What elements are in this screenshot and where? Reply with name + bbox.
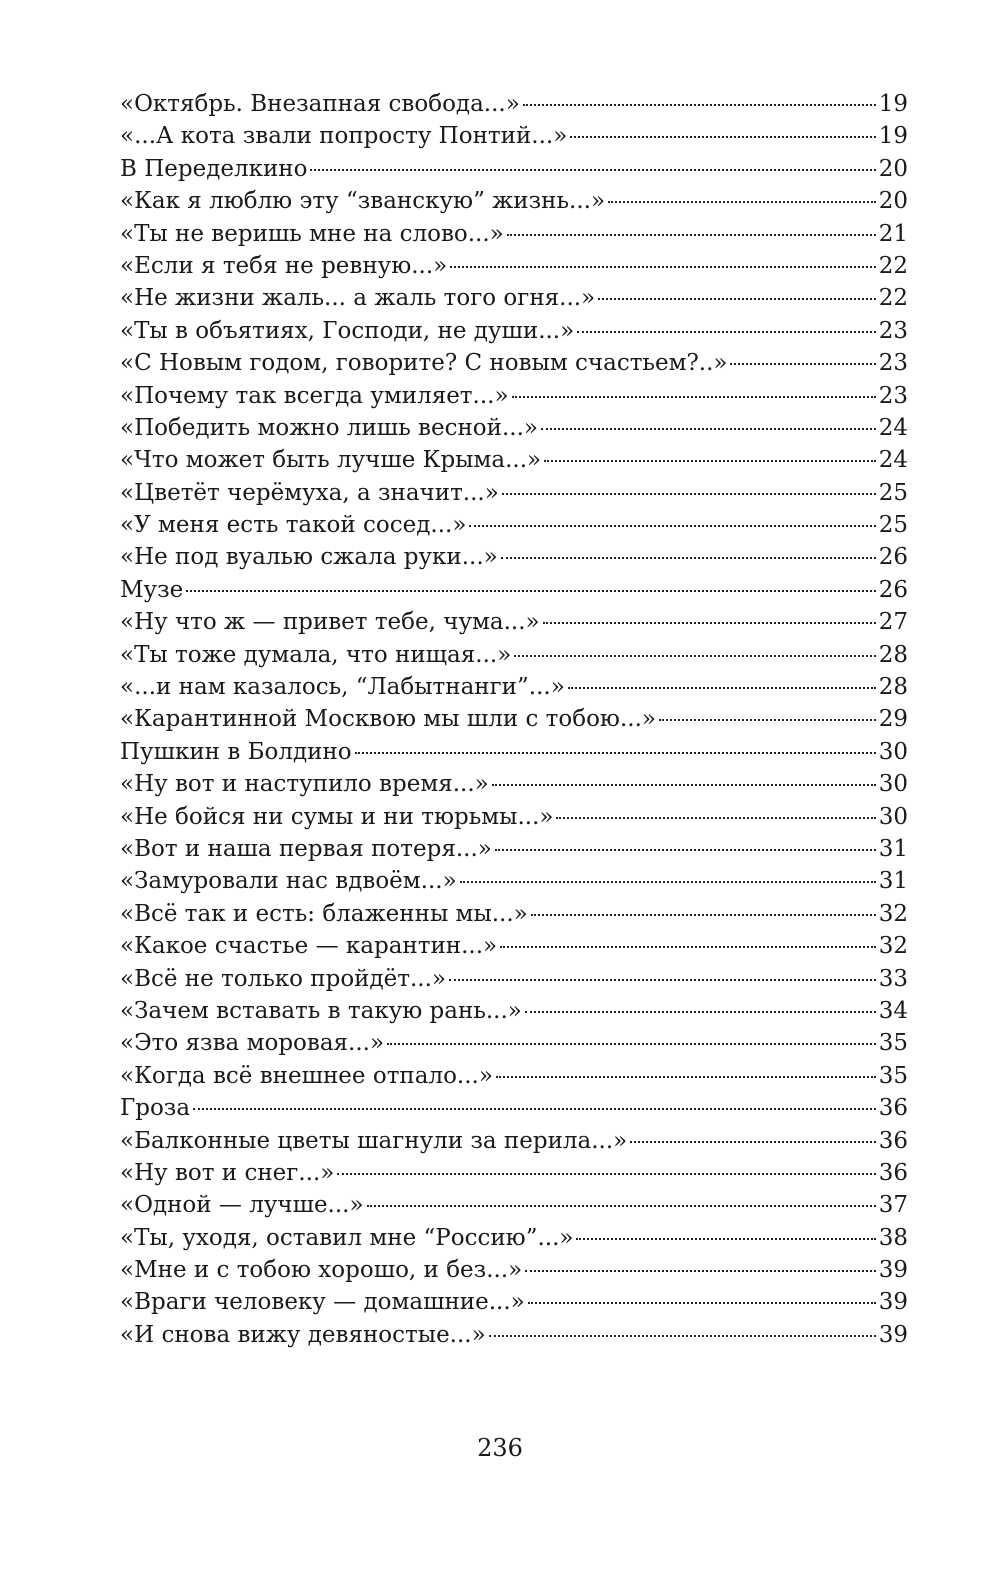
toc-entry-page: 20 bbox=[878, 188, 908, 215]
toc-entry-title: «Не под вуалью сжала руки...» bbox=[120, 544, 498, 571]
toc-entry-page: 23 bbox=[878, 317, 908, 344]
toc-entry bbox=[120, 898, 908, 930]
page-number: 236 bbox=[477, 1434, 523, 1462]
toc-entry-title: «Балконные цветы шагнули за перила...» bbox=[120, 1127, 628, 1154]
toc-entry-title: «Что может быть лучше Крыма...» bbox=[120, 447, 542, 474]
toc-entry-page: 30 bbox=[878, 771, 908, 798]
toc-dot-leader bbox=[310, 169, 875, 171]
toc-entry bbox=[120, 185, 908, 217]
toc-entry bbox=[120, 250, 908, 282]
toc-entry-title: «Замуровали нас вдвоём...» bbox=[120, 868, 457, 895]
toc-entry-page: 28 bbox=[878, 641, 908, 668]
toc-dot-leader bbox=[523, 104, 876, 106]
toc-entry bbox=[120, 930, 908, 962]
toc-entry bbox=[120, 1189, 908, 1221]
toc-entry bbox=[120, 218, 908, 250]
toc-entry-title: «Зачем вставать в такую рань...» bbox=[120, 997, 522, 1024]
toc-dot-leader bbox=[507, 234, 876, 236]
toc-entry-page: 19 bbox=[878, 123, 908, 150]
toc-entry-title: «Это язва моровая...» bbox=[120, 1030, 385, 1057]
toc-dot-leader bbox=[367, 1205, 876, 1207]
toc-entry bbox=[120, 1254, 908, 1286]
toc-entry-page: 33 bbox=[878, 965, 908, 992]
toc-dot-leader bbox=[598, 298, 876, 300]
toc-entry-page: 37 bbox=[878, 1192, 908, 1219]
toc-entry-page: 31 bbox=[878, 868, 908, 895]
toc-entry-title: «И снова вижу девяностые...» bbox=[120, 1321, 486, 1348]
toc-dot-leader bbox=[544, 460, 876, 462]
toc-entry-title: «Цветёт черёмуха, а значит...» bbox=[120, 479, 499, 506]
toc-entry-page: 36 bbox=[878, 1095, 908, 1122]
toc-dot-leader bbox=[570, 136, 875, 138]
toc-dot-leader bbox=[525, 1270, 876, 1272]
toc-entry bbox=[120, 1060, 908, 1092]
toc-entry-title: «Мне и с тобою хорошо, и без...» bbox=[120, 1257, 523, 1284]
toc-entry bbox=[120, 606, 908, 638]
toc-entry-page: 30 bbox=[878, 803, 908, 830]
toc-entry-page: 35 bbox=[878, 1062, 908, 1089]
toc-entry bbox=[120, 865, 908, 897]
toc-entry bbox=[120, 963, 908, 995]
toc-entry bbox=[120, 995, 908, 1027]
toc-dot-leader bbox=[500, 946, 876, 948]
toc-dot-leader bbox=[496, 1076, 876, 1078]
toc-entry-page: 36 bbox=[878, 1127, 908, 1154]
toc-dot-leader bbox=[186, 590, 875, 592]
toc-entry-page: 21 bbox=[878, 220, 908, 247]
toc-dot-leader bbox=[528, 1302, 876, 1304]
toc-entry-page: 39 bbox=[878, 1321, 908, 1348]
toc-dot-leader bbox=[577, 331, 876, 333]
toc-entry-page: 36 bbox=[878, 1159, 908, 1186]
toc-entry-title: «...и нам казалось, “Лабытнанги”...» bbox=[120, 674, 565, 701]
toc-entry-title: «Ну что ж — привет тебе, чума...» bbox=[120, 609, 540, 636]
toc-dot-leader bbox=[492, 784, 876, 786]
toc-dot-leader bbox=[531, 914, 876, 916]
toc-entry-page: 24 bbox=[878, 447, 908, 474]
toc-entry bbox=[120, 1092, 908, 1124]
toc-entry bbox=[120, 412, 908, 444]
toc-entry-page: 32 bbox=[878, 933, 908, 960]
toc-entry bbox=[120, 509, 908, 541]
toc-dot-leader bbox=[469, 525, 875, 527]
toc-dot-leader bbox=[449, 979, 876, 981]
toc-entry-title: «Одной — лучше...» bbox=[120, 1192, 364, 1219]
toc-entry bbox=[120, 768, 908, 800]
toc-entry-title: Гроза bbox=[120, 1095, 191, 1122]
toc-entry-page: 25 bbox=[878, 479, 908, 506]
toc-entry-page: 38 bbox=[878, 1224, 908, 1251]
toc-entry bbox=[120, 1286, 908, 1318]
toc-entry-page: 35 bbox=[878, 1030, 908, 1057]
table-of-contents bbox=[120, 88, 908, 1351]
toc-dot-leader bbox=[501, 557, 876, 559]
toc-dot-leader bbox=[460, 881, 876, 883]
toc-entry-title: Пушкин в Болдино bbox=[120, 738, 352, 765]
toc-entry bbox=[120, 120, 908, 152]
toc-entry-title: «Ты тоже думала, что нищая...» bbox=[120, 641, 512, 668]
toc-entry-title: «Вот и наша первая потеря...» bbox=[120, 835, 492, 862]
toc-dot-leader bbox=[630, 1141, 875, 1143]
toc-entry-title: «Ну вот и снег...» bbox=[120, 1159, 335, 1186]
toc-entry bbox=[120, 671, 908, 703]
toc-entry bbox=[120, 315, 908, 347]
toc-entry-title: «Не бойся ни сумы и ни тюрьмы...» bbox=[120, 803, 554, 830]
toc-entry-title: «Не жизни жаль... а жаль того огня...» bbox=[120, 285, 596, 312]
toc-entry-title: «Какое счастье — карантин...» bbox=[120, 933, 498, 960]
toc-entry-title: «Ну вот и наступило время...» bbox=[120, 771, 489, 798]
toc-entry bbox=[120, 736, 908, 768]
toc-entry-title: «У меня есть такой сосед...» bbox=[120, 512, 467, 539]
toc-dot-leader bbox=[730, 363, 875, 365]
toc-entry bbox=[120, 1125, 908, 1157]
toc-entry-title: Музе bbox=[120, 576, 184, 603]
toc-dot-leader bbox=[541, 428, 876, 430]
toc-dot-leader bbox=[450, 266, 875, 268]
toc-entry bbox=[120, 1027, 908, 1059]
toc-entry-title: «Всё не только пройдёт...» bbox=[120, 965, 446, 992]
toc-entry-title: «Ты не веришь мне на слово...» bbox=[120, 220, 504, 247]
toc-entry bbox=[120, 444, 908, 476]
toc-entry-title: «Карантинной Москвою мы шли с тобою...» bbox=[120, 706, 656, 733]
toc-entry bbox=[120, 282, 908, 314]
toc-entry-page: 20 bbox=[878, 155, 908, 182]
toc-entry-page: 30 bbox=[878, 738, 908, 765]
toc-entry-page: 25 bbox=[878, 512, 908, 539]
toc-entry-title: «Враги человеку — домашние...» bbox=[120, 1289, 525, 1316]
toc-entry-page: 27 bbox=[878, 609, 908, 636]
toc-dot-leader bbox=[355, 752, 876, 754]
toc-entry-page: 22 bbox=[878, 285, 908, 312]
toc-entry bbox=[120, 153, 908, 185]
toc-entry bbox=[120, 1157, 908, 1189]
toc-dot-leader bbox=[568, 687, 876, 689]
toc-entry-title: «Если я тебя не ревную...» bbox=[120, 252, 448, 279]
toc-entry bbox=[120, 639, 908, 671]
toc-entry-title: «...А кота звали попросту Понтий...» bbox=[120, 123, 568, 150]
toc-entry-title: «Когда всё внешнее отпало...» bbox=[120, 1062, 493, 1089]
toc-dot-leader bbox=[387, 1043, 876, 1045]
toc-dot-leader bbox=[512, 396, 876, 398]
toc-dot-leader bbox=[495, 849, 876, 851]
toc-entry-page: 34 bbox=[878, 997, 908, 1024]
toc-entry-page: 39 bbox=[878, 1289, 908, 1316]
toc-dot-leader bbox=[576, 1238, 875, 1240]
toc-entry-title: «С Новым годом, говорите? С новым счастьем?..» bbox=[120, 350, 728, 377]
toc-dot-leader bbox=[543, 622, 876, 624]
toc-entry-page: 28 bbox=[878, 674, 908, 701]
toc-dot-leader bbox=[337, 1173, 875, 1175]
toc-entry-page: 26 bbox=[878, 544, 908, 571]
toc-entry bbox=[120, 801, 908, 833]
toc-entry-page: 26 bbox=[878, 576, 908, 603]
toc-entry-title: «Победить можно лишь весной...» bbox=[120, 414, 538, 441]
toc-entry-page: 29 bbox=[878, 706, 908, 733]
toc-entry bbox=[120, 477, 908, 509]
toc-entry-title: В Переделкино bbox=[120, 155, 308, 182]
toc-entry-page: 23 bbox=[878, 382, 908, 409]
toc-entry-page: 39 bbox=[878, 1257, 908, 1284]
toc-dot-leader bbox=[193, 1108, 876, 1110]
toc-entry bbox=[120, 574, 908, 606]
toc-entry-page: 31 bbox=[878, 835, 908, 862]
toc-dot-leader bbox=[659, 719, 876, 721]
toc-entry bbox=[120, 703, 908, 735]
toc-dot-leader bbox=[525, 1011, 876, 1013]
toc-entry-page: 32 bbox=[878, 900, 908, 927]
toc-entry-page: 19 bbox=[878, 91, 908, 117]
toc-entry bbox=[120, 88, 908, 120]
toc-entry-page: 24 bbox=[878, 414, 908, 441]
toc-entry-page: 22 bbox=[878, 252, 908, 279]
toc-entry-page: 23 bbox=[878, 350, 908, 377]
toc-entry-title: «Ты, уходя, оставил мне “Россию”...» bbox=[120, 1224, 574, 1251]
toc-entry bbox=[120, 541, 908, 573]
toc-dot-leader bbox=[489, 1335, 876, 1337]
toc-dot-leader bbox=[608, 201, 876, 203]
toc-entry-title: «Ты в объятиях, Господи, не души...» bbox=[120, 317, 575, 344]
toc-dot-leader bbox=[556, 817, 875, 819]
toc-entry bbox=[120, 380, 908, 412]
toc-entry-title: «Почему так всегда умиляет...» bbox=[120, 382, 509, 409]
toc-entry-title: «Октябрь. Внезапная свобода...» bbox=[120, 91, 520, 117]
toc-dot-leader bbox=[514, 655, 875, 657]
toc-entry bbox=[120, 347, 908, 379]
toc-entry-title: «Как я люблю эту “званскую” жизнь...» bbox=[120, 188, 606, 215]
toc-entry bbox=[120, 1319, 908, 1351]
toc-entry-title: «Всё так и есть: блаженны мы...» bbox=[120, 900, 528, 927]
toc-entry bbox=[120, 1222, 908, 1254]
toc-entry bbox=[120, 833, 908, 865]
toc-dot-leader bbox=[502, 493, 876, 495]
